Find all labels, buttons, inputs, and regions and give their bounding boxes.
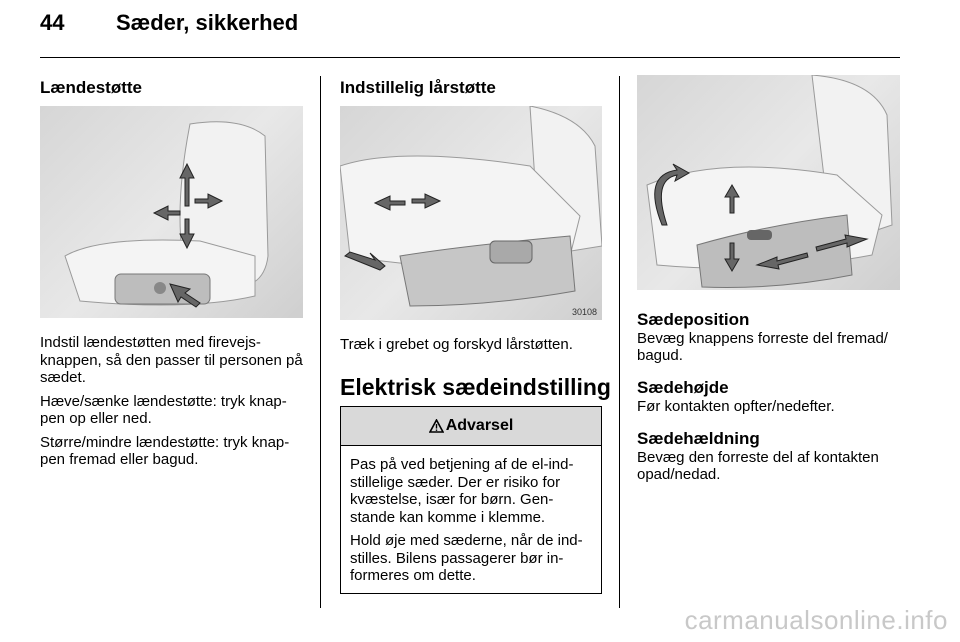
page-number: 44 — [40, 10, 65, 35]
thigh-support-image — [340, 106, 602, 320]
image-code: 30108 — [571, 307, 597, 317]
seat-adjust-image — [637, 75, 900, 290]
column-divider-1 — [320, 76, 321, 608]
lumbar-paragraph-3: Større/mindre lændestøtte: tryk knap-pen fremad eller bagud. — [40, 433, 290, 468]
warning-header — [341, 407, 601, 446]
warning-label: Advarsel — [445, 417, 514, 434]
electric-seat-section-title: Elektrisk sædeindstilling — [340, 374, 611, 400]
warning-box — [340, 406, 602, 594]
thigh-support-heading: Indstillelig lårstøtte — [340, 78, 496, 97]
lumbar-text — [40, 334, 308, 475]
seat-height-text: Før kontakten opfter/nedefter. — [637, 398, 835, 415]
seat-position-text: Bevæg knappens forreste del fremad/ bagud. — [637, 330, 888, 364]
lumbar-paragraph-1: Indstil lændestøtten med firevejs-knappen, så den passer til personen på sædet. — [40, 334, 303, 386]
seat-position-heading: Sædeposition — [637, 310, 750, 329]
seat-height-heading: Sædehøjde — [637, 378, 729, 397]
warning-paragraph-2: Hold øje med sæderne, når de ind-stilles. Bilens passagerer bør in-formeres om dette. — [350, 532, 583, 584]
lumbar-support-image — [40, 106, 303, 318]
warning-triangle-icon — [429, 419, 444, 433]
warning-body — [341, 446, 601, 599]
seat-adjust-list — [637, 310, 907, 483]
warning-paragraph-1: Pas på ved betjening af de el-ind-stillelige sæder. Der er risiko for kvæstelse, især for børn. Gen-stande kan komme i klemme. — [350, 456, 574, 526]
seat-height-item — [637, 378, 907, 415]
seat-position-item — [637, 310, 907, 364]
seat-tilt-heading: Sædehældning — [637, 429, 760, 448]
column-divider-2 — [619, 76, 620, 608]
thigh-support-caption: Træk i grebet og forskyd lårstøtten. — [340, 336, 573, 353]
seat-tilt-text: Bevæg den forreste del af kontakten opad/nedad. — [637, 449, 879, 483]
header-rule — [40, 57, 900, 58]
watermark: carmanualsonline.info — [684, 605, 948, 635]
page-title: Sæder, sikkerhed — [116, 10, 299, 35]
lumbar-heading: Lændestøtte — [40, 78, 142, 97]
seat-tilt-item — [637, 429, 907, 483]
lumbar-paragraph-2: Hæve/sænke lændestøtte: tryk knap-pen op eller ned. — [40, 392, 287, 427]
